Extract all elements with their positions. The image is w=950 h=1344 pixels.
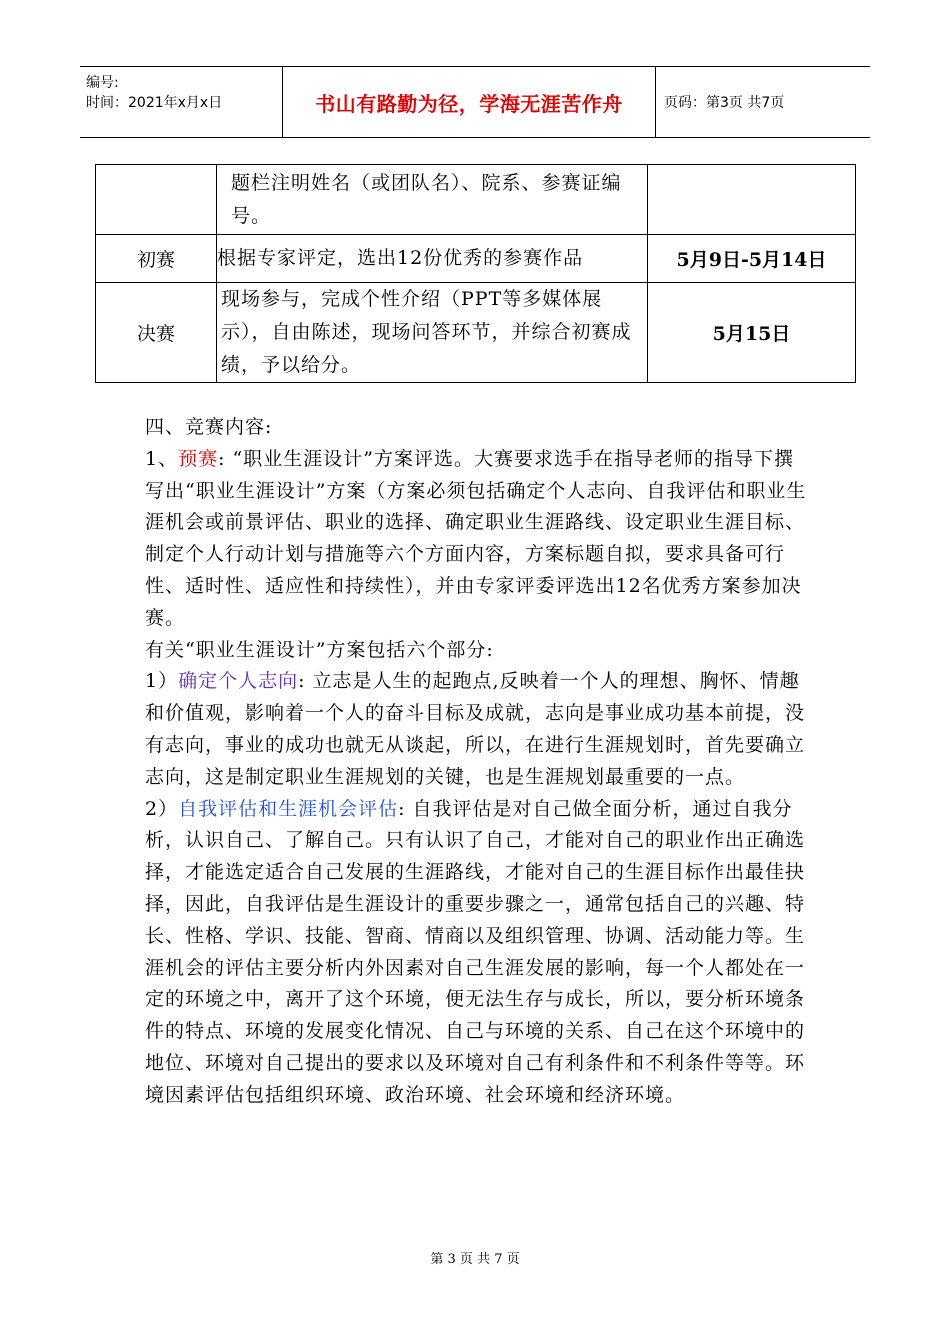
schedule-table [95, 164, 856, 383]
main-content [145, 412, 810, 1112]
table-row [96, 165, 856, 235]
paragraph-text: : 自我评估是对自己做全面分析，通过自我分析，认识自己、了解自己。只有认识了自己，才能对自己的职业作出正确选择，才能选定适合自己发展的生涯路线，才能对自己的生涯目标作出最佳抉择，因此，自我评估是生涯设计的重要步骤之一，通常包括自己的兴趣、特长、性格、学识、技能、智商、情商以及组织管理、协调、活动能力等。生涯机会的评估主要分析内外因素对自己生涯发展的影响，每一个人都处在一定的环境之中，离开了这个环境，便无法生存与成长，所以，要分析环境条件的特点、环境的发展变化情况、自己与环境的关系、自己在这个环境中的地位、环境对自己提出的要求以及环境对自己有利条件和不利条件等等。环境因素评估包括组织环境、政治环境、社会环境和经济环境。 [145, 797, 806, 1106]
paragraph-text: : “职业生涯设计”方案评选。大赛要求选手在指导老师的指导下撰写出“职业生涯设计”方案（方案必须包括确定个人志向、自我评估和职业生涯机会或前景评估、职业的选择、确定职业生涯路线、设定职业生涯目标、制定个人行动计划与措施等六个方面内容，方案标题自拟，要求具备可行性、适时性、适应性和持续性），并由专家评委评选出12名优秀方案参加决赛。 [145, 447, 807, 629]
table-row [96, 235, 856, 283]
section-title: 四、竞赛内容: [145, 416, 273, 438]
preliminary-highlight: 预赛 [178, 447, 219, 470]
document-number-label: 编号: [86, 75, 119, 91]
page-footer: 第 3 页 共 7 页 [430, 1252, 520, 1267]
date-cell: 5月15日 [648, 283, 856, 383]
document-time-label: 时间：2021年x月x日 [86, 95, 223, 111]
date-cell: 5月9日-5月14日 [648, 235, 856, 283]
page-header [80, 66, 870, 138]
header-meta [80, 67, 283, 137]
content-text: 现场参与，完成个性介绍（PPT等多媒体展示），自由陈述，现场问答环节，并综合初赛成绩，予以给分。 [221, 288, 632, 376]
self-assessment-highlight: 自我评估和生涯机会评估 [178, 797, 399, 820]
paragraph-ambition [145, 666, 810, 793]
stage-cell [96, 165, 217, 235]
paragraph-text: : 立志是人生的起跑点,反映着一个人的理想、胸怀、情趣和价值观，影响着一个人的奋斗目标及成就，志向是事业成功基本前提，没有志向，事业的成功也就无从谈起，所以，在进行生涯规划时，首先要确立志向，这是制定职业生涯规划的关键，也是生涯规划最重要的一点。 [145, 670, 806, 788]
content-cell [217, 283, 648, 383]
stage-cell: 决赛 [96, 283, 217, 383]
content-cell [217, 165, 648, 235]
header-page-code: 页码：第3页 共7页 [664, 95, 785, 111]
stage-cell: 初赛 [96, 235, 217, 283]
paragraph-self-assessment [145, 794, 810, 1112]
paragraph-preliminary [145, 444, 810, 635]
paragraph-number: 1、 [145, 447, 179, 470]
paragraph-number: 1） [145, 670, 179, 693]
header-motto: 书山有路勤为径，学海无涯苦作舟 [283, 67, 656, 137]
date-cell [648, 165, 856, 235]
ambition-highlight: 确定个人志向 [178, 670, 299, 693]
paragraph-number: 2） [145, 797, 179, 820]
content-text: 题栏注明姓名（或团队名）、院系、参赛证编号。 [231, 171, 622, 227]
table-row [96, 283, 856, 383]
paragraph-parts-intro: 有关“职业生涯设计”方案包括六个部分: [145, 638, 494, 661]
content-cell: 根据专家评定，选出12份优秀的参赛作品 [217, 235, 648, 283]
